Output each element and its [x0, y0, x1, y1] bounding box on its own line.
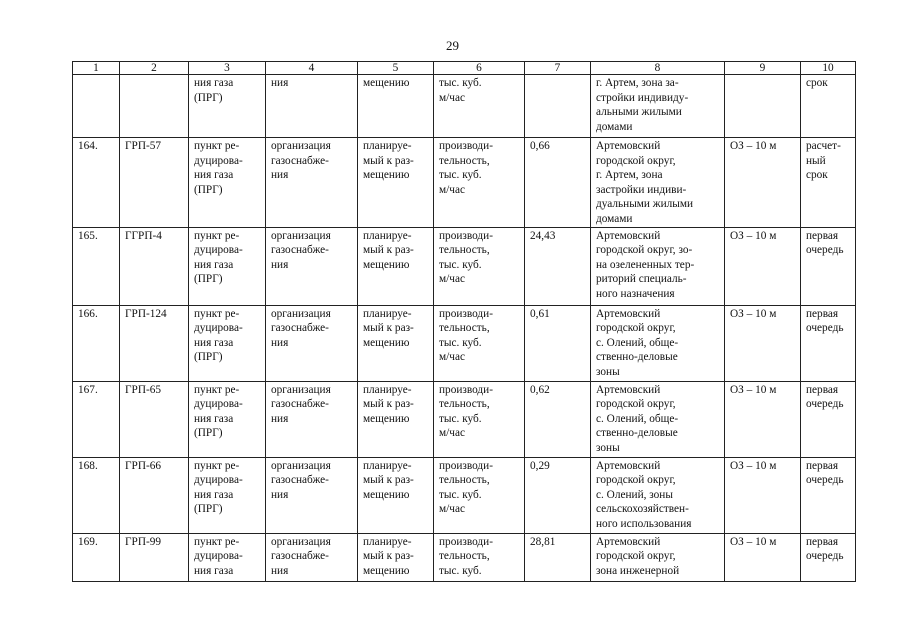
column-header: 7	[525, 62, 591, 75]
object-code-cell: ГРП-57	[120, 138, 189, 228]
object-type-cell: пункт ре- дуцирова- ния газа (ПРГ)	[189, 457, 266, 533]
parameter-cell: производи- тельность, тыс. куб. м/час	[434, 457, 525, 533]
status-cell: мещению	[358, 75, 434, 138]
zone-cell	[725, 75, 801, 138]
object-code-cell: ГРП-65	[120, 381, 189, 457]
object-code-cell: ГРП-99	[120, 533, 189, 581]
value-cell: 0,66	[525, 138, 591, 228]
term-cell: первая очередь	[801, 227, 856, 305]
value-cell: 28,81	[525, 533, 591, 581]
table-header-row	[73, 62, 856, 75]
value-cell: 0,61	[525, 305, 591, 381]
zone-cell: ОЗ – 10 м	[725, 227, 801, 305]
row-number-cell: 164.	[73, 138, 120, 228]
parameter-cell: производи- тельность, тыс. куб. м/час	[434, 305, 525, 381]
status-cell: планируе- мый к раз- мещению	[358, 533, 434, 581]
term-cell: первая очередь	[801, 381, 856, 457]
object-code-cell: ГГРП-4	[120, 227, 189, 305]
document-table	[72, 61, 856, 582]
location-cell: Артемовский городской округ, с. Олений, обще- ственно-деловые зоны	[591, 305, 725, 381]
purpose-cell: организация газоснабже- ния	[266, 381, 358, 457]
table-row	[73, 533, 856, 581]
object-code-cell: ГРП-66	[120, 457, 189, 533]
column-header: 6	[434, 62, 525, 75]
object-type-cell: пункт ре- дуцирова- ния газа (ПРГ)	[189, 305, 266, 381]
object-code-cell	[120, 75, 189, 138]
parameter-cell: производи- тельность, тыс. куб. м/час	[434, 227, 525, 305]
object-type-cell: ния газа (ПРГ)	[189, 75, 266, 138]
column-header: 8	[591, 62, 725, 75]
status-cell: планируе- мый к раз- мещению	[358, 305, 434, 381]
purpose-cell: организация газоснабже- ния	[266, 227, 358, 305]
term-cell: первая очередь	[801, 457, 856, 533]
parameter-cell: тыс. куб. м/час	[434, 75, 525, 138]
object-type-cell: пункт ре- дуцирова- ния газа (ПРГ)	[189, 138, 266, 228]
zone-cell: ОЗ – 10 м	[725, 138, 801, 228]
parameter-cell: производи- тельность, тыс. куб.	[434, 533, 525, 581]
value-cell: 0,29	[525, 457, 591, 533]
term-cell: расчет- ный срок	[801, 138, 856, 228]
purpose-cell: организация газоснабже- ния	[266, 533, 358, 581]
value-cell: 24,43	[525, 227, 591, 305]
object-type-cell: пункт ре- дуцирова- ния газа (ПРГ)	[189, 227, 266, 305]
purpose-cell: организация газоснабже- ния	[266, 457, 358, 533]
purpose-cell: организация газоснабже- ния	[266, 305, 358, 381]
table-row	[73, 138, 856, 228]
row-number-cell	[73, 75, 120, 138]
row-number-cell: 168.	[73, 457, 120, 533]
table-row	[73, 227, 856, 305]
value-cell: 0,62	[525, 381, 591, 457]
term-cell: первая очередь	[801, 533, 856, 581]
status-cell: планируе- мый к раз- мещению	[358, 457, 434, 533]
column-header: 3	[189, 62, 266, 75]
status-cell: планируе- мый к раз- мещению	[358, 381, 434, 457]
parameter-cell: производи- тельность, тыс. куб. м/час	[434, 138, 525, 228]
value-cell	[525, 75, 591, 138]
status-cell: планируе- мый к раз- мещению	[358, 138, 434, 228]
row-number-cell: 165.	[73, 227, 120, 305]
purpose-cell: ния	[266, 75, 358, 138]
zone-cell: ОЗ – 10 м	[725, 305, 801, 381]
table-row	[73, 457, 856, 533]
table-row	[73, 305, 856, 381]
location-cell: Артемовский городской округ, зона инженерной	[591, 533, 725, 581]
parameter-cell: производи- тельность, тыс. куб. м/час	[434, 381, 525, 457]
column-header: 2	[120, 62, 189, 75]
row-number-cell: 166.	[73, 305, 120, 381]
location-cell: Артемовский городской округ, г. Артем, зона застройки индиви- дуальными жилыми домами	[591, 138, 725, 228]
object-type-cell: пункт ре- дуцирова- ния газа (ПРГ)	[189, 381, 266, 457]
zone-cell: ОЗ – 10 м	[725, 381, 801, 457]
purpose-cell: организация газоснабже- ния	[266, 138, 358, 228]
zone-cell: ОЗ – 10 м	[725, 533, 801, 581]
term-cell: первая очередь	[801, 305, 856, 381]
column-header: 10	[801, 62, 856, 75]
status-cell: планируе- мый к раз- мещению	[358, 227, 434, 305]
page-number: 29	[446, 38, 459, 53]
zone-cell: ОЗ – 10 м	[725, 457, 801, 533]
column-header: 9	[725, 62, 801, 75]
location-cell: Артемовский городской округ, зо- на озелененных тер- риторий специаль- ного назначения	[591, 227, 725, 305]
object-type-cell: пункт ре- дуцирова- ния газа	[189, 533, 266, 581]
row-number-cell: 167.	[73, 381, 120, 457]
table-row	[73, 381, 856, 457]
column-header: 4	[266, 62, 358, 75]
row-number-cell: 169.	[73, 533, 120, 581]
table-row	[73, 75, 856, 138]
term-cell: срок	[801, 75, 856, 138]
location-cell: г. Артем, зона за- стройки индивиду- альными жилыми домами	[591, 75, 725, 138]
column-header: 5	[358, 62, 434, 75]
location-cell: Артемовский городской округ, с. Олений, зоны сельскохозяйствен- ного использования	[591, 457, 725, 533]
object-code-cell: ГРП-124	[120, 305, 189, 381]
location-cell: Артемовский городской округ, с. Олений, обще- ственно-деловые зоны	[591, 381, 725, 457]
column-header: 1	[73, 62, 120, 75]
